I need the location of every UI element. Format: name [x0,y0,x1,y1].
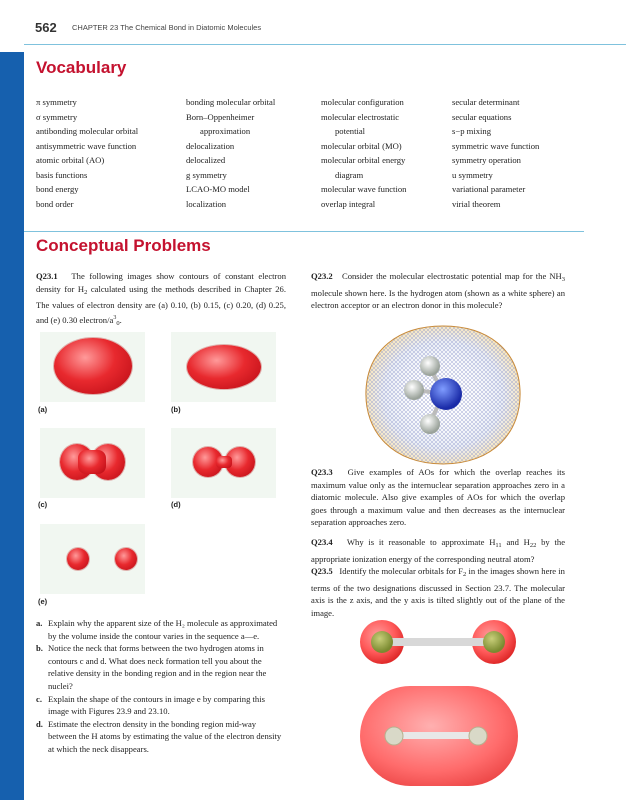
vocab-term: molecular orbital energy [321,155,406,165]
vocab-term: LCAO-MO model [186,184,250,194]
vocab-term: localization [186,198,227,209]
chapter-title: CHAPTER 23 The Chemical Bond in Diatomic Molecules [72,23,262,32]
vocab-term: molecular orbital (MO) [321,140,402,151]
panel-label-c: (c) [38,500,48,509]
panel-label-d: (d) [171,500,181,509]
fluorine-atom [483,631,505,653]
density-contour-a [54,338,132,394]
panel-e [40,524,145,594]
vocab-term: overlap integral [321,198,376,209]
question-id: Q23.3 [311,467,333,477]
vocab-term: secular equations [452,111,512,122]
vocab-term: secular determinant [452,97,520,107]
vocab-term: symmetry operation [452,155,521,165]
panel-label-b: (b) [171,405,181,414]
question-id: Q23.2 [311,271,333,281]
density-contour-e-right [115,548,137,570]
vocab-term: basis functions [36,169,88,180]
nitrogen-atom [430,378,462,410]
question-q23-1: Q23.1 The following images show contours of constant electron density for $H_2$ calculated using the methods described in Chapter 26. The values of electron density are (a) 0.10, (b) 0.15, (c) 0.20, (d) 0.25, and (e) 0.30 electron/$a^3_0$. [36,271,286,327]
fluorine-atom [385,727,403,745]
hydrogen-atom [420,414,440,434]
question-id: Q23.4 [311,537,333,547]
vocab-term: atomic orbital (AO) [36,155,105,165]
subpart-b: b. Notice the neck that forms between the two hydrogen atoms in contours c and d. What does neck formation tell you about the relative density in the bonding region and in the region near the nuclei? [36,643,267,691]
conceptual-heading: Conceptual Problems [36,236,211,255]
panel-d [171,428,276,498]
vocab-column-3 [321,95,406,211]
vocab-term: Born–Oppenheimer [186,111,255,122]
bond-rod [386,638,490,646]
vocab-term: delocalization [186,140,235,151]
f2-orbital-images [356,616,526,792]
vocab-term: antibonding molecular orbital [36,126,139,136]
section-rule [24,231,584,232]
density-contour-c-neck [78,450,106,474]
vocabulary-heading: Vocabulary [36,58,127,77]
subpart-a: a. Explain why the apparent size of the H₂ molecule as approximated by the volume inside the contour varies in the sequence a—e. [36,618,278,641]
nh3-potential-map [358,320,528,470]
bond-rod [394,732,478,739]
vocab-term: bonding molecular orbital [186,97,276,107]
vocab-term: approximation [200,126,251,136]
density-contour-b [187,345,261,389]
density-contour-e-left [67,548,89,570]
fluorine-atom [469,727,487,745]
page-number: 562 [35,20,57,35]
question-q23-3: Q23.3 Give examples of AOs for which the overlap reaches its maximum value only as the internuclear separation approaches zero in a diatomic molecule. Also give examples of AOs for which the overlap goes through a maximum value and then decreases as the internuclear separation approaches zero. [311,467,565,528]
vocab-column-1 [36,95,138,211]
vocab-term: bond order [36,198,74,209]
panel-b [171,332,276,402]
vocab-column-2 [186,95,275,211]
panel-a [40,332,145,402]
vocab-term: virial theorem [452,198,501,209]
vocab-term: antisymmetric wave function [36,140,137,151]
vocab-term: molecular electrostatic [321,111,400,122]
vocab-term: potential [335,126,366,136]
q23-1-subparts [36,617,284,756]
panel-label-e: (e) [38,597,48,606]
question-q23-5: Q23.5 Identify the molecular orbitals for $F_2$ in the images shown here in terms of the two designations discussed in Section 23.7. The molecular axis is the z axis, and the y axis is tilted slightly out of the plane of the image. [311,566,565,618]
fluorine-atom [371,631,393,653]
header-rule [24,44,626,45]
panel-label-a: (a) [38,405,48,414]
question-q23-2: Q23.2 Consider the molecular electrostatic potential map for the $NH_3$ molecule shown here. Is the hydrogen atom (shown as a white sphere) an electron acceptor or an electron donor in this molecule? [311,271,566,311]
panel-c [40,428,145,498]
hydrogen-atom [420,356,440,376]
vocab-term: diagram [335,169,364,180]
vocab-term: symmetric wave function [452,140,540,151]
vocab-term: u symmetry [452,169,493,180]
question-id: Q23.5 [311,566,333,576]
vocab-term: σ symmetry [36,111,78,122]
subpart-c: c. Explain the shape of the contours in image e by comparing this image with Figures 23.9 and 23.10. [36,693,265,717]
question-q23-4: Q23.4 Why is it reasonable to approximate $H_{11}$ and $H_{22}$ by the appropriate ionization energy of the corresponding neutral atom? [311,537,566,564]
density-contour-d-neck [216,456,232,468]
vocab-column-4 [452,95,539,211]
hydrogen-atom [404,380,424,400]
vocab-term: s−p mixing [452,126,491,136]
question-id: Q23.1 [36,271,58,281]
vocab-term: bond energy [36,184,79,194]
vocab-term: molecular wave function [321,184,407,194]
vocab-term: molecular configuration [321,97,404,107]
vocab-term: delocalized [186,155,226,165]
side-tab [0,52,24,800]
vocab-term: π symmetry [36,97,77,107]
vocab-term: variational parameter [452,184,526,194]
vocab-term: g symmetry [186,169,227,180]
subpart-d: d. Estimate the electron density in the bonding region mid-way between the H atoms by estimating the value of the electron density at which the neck disappears. [36,718,282,754]
